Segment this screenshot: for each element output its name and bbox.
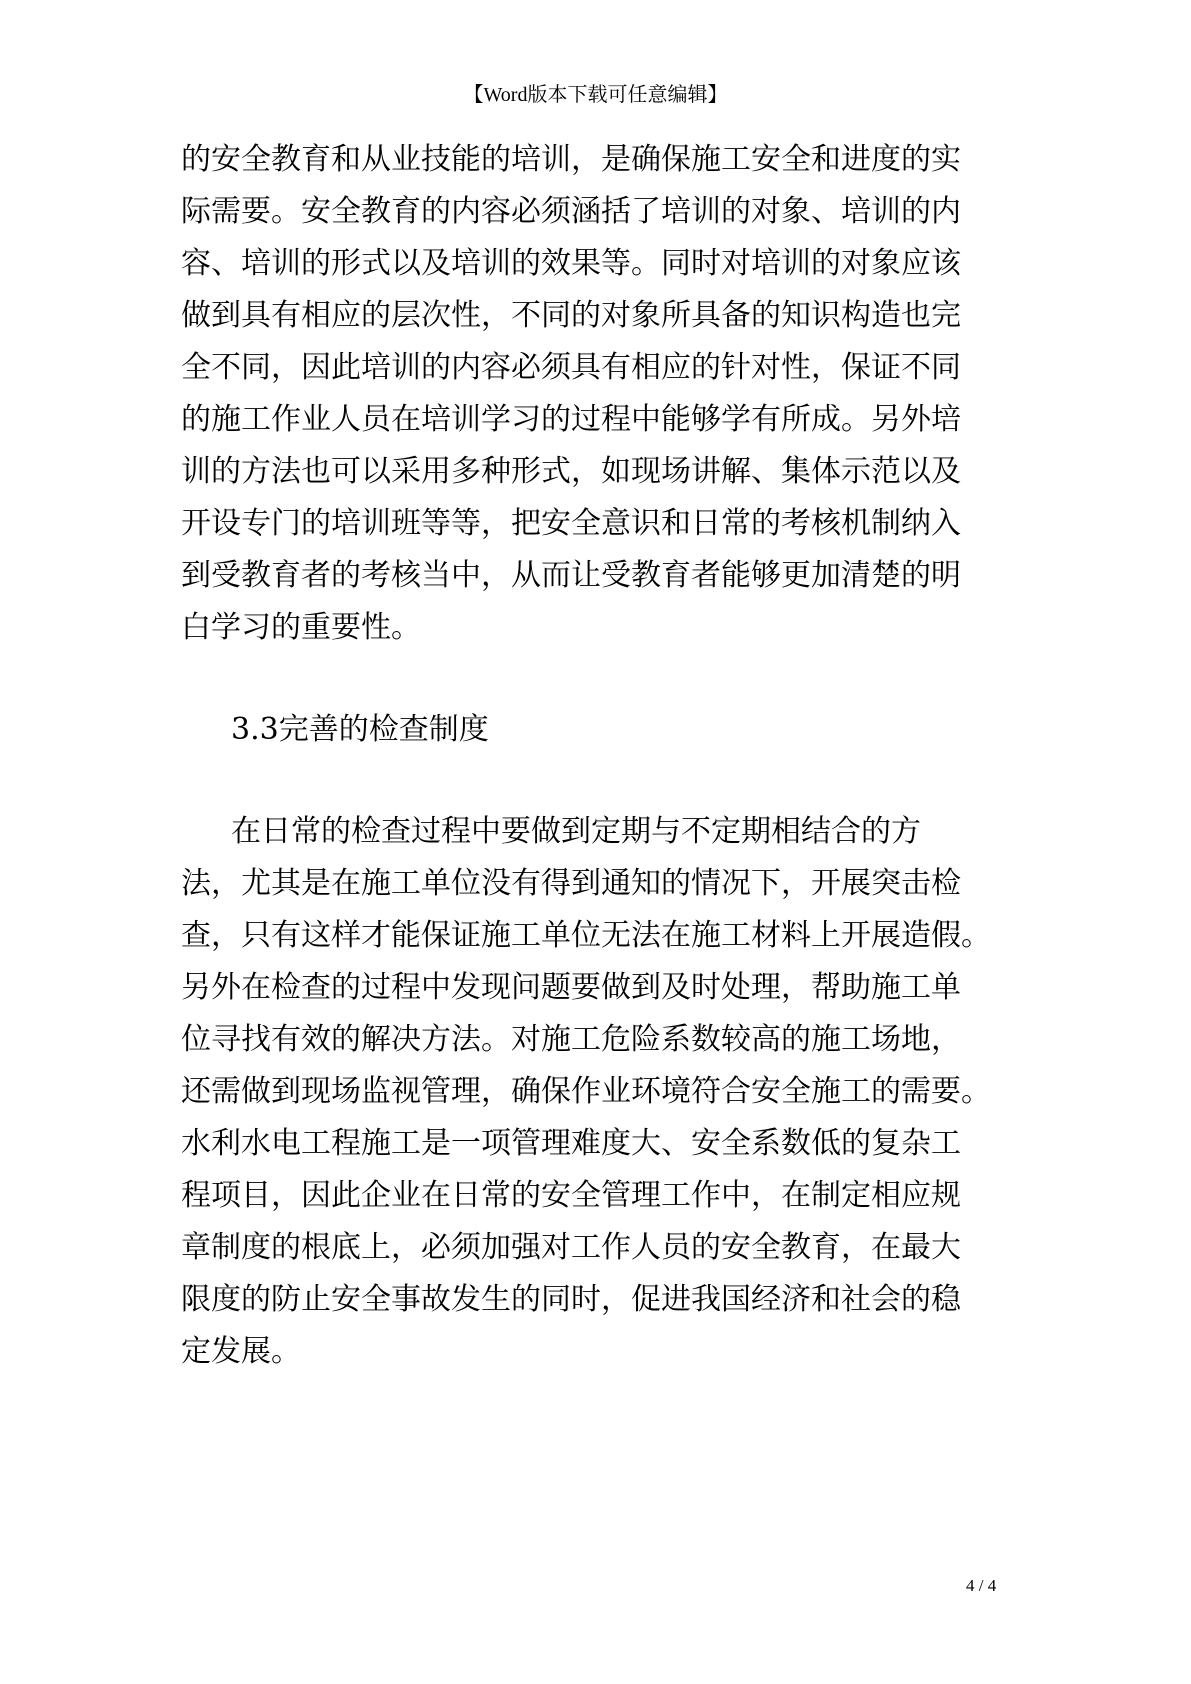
text-line: 另外在检查的过程中发现问题要做到及时处理，帮助施工单: [181, 970, 961, 1005]
text-line: 位寻找有效的解决方法。对施工危险系数较高的施工场地，: [181, 1022, 961, 1057]
text-line: 的施工作业人员在培训学习的过程中能够学有所成。另外培: [181, 402, 961, 437]
text-line: 做到具有相应的层次性，不同的对象所具备的知识构造也完: [181, 298, 961, 333]
text-line: 水利水电工程施工是一项管理难度大、安全系数低的复杂工: [181, 1126, 961, 1161]
page-number: 4 / 4: [966, 1576, 997, 1595]
text-line: 限度的防止安全事故发生的同时，促进我国经济和社会的稳: [181, 1282, 961, 1317]
page-header: 【Word版本下载可任意编辑】: [463, 84, 728, 106]
document-body: [181, 134, 1061, 1378]
paragraph-training: [181, 134, 1061, 654]
paragraph-inspection: [181, 806, 1061, 1378]
text-line: 际需要。安全教育的内容必须涵括了培训的对象、培训的内: [181, 194, 961, 229]
text-line: 在日常的检查过程中要做到定期与不定期相结合的方: [231, 814, 921, 849]
text-line: 白学习的重要性。: [181, 610, 421, 645]
text-line: 训的方法也可以采用多种形式，如现场讲解、集体示范以及: [181, 454, 961, 489]
text-line: 全不同，因此培训的内容必须具有相应的针对性，保证不同: [181, 350, 961, 385]
text-line: 定发展。: [181, 1334, 301, 1369]
text-line: 法，尤其是在施工单位没有得到通知的情况下，开展突击检: [181, 866, 961, 901]
text-line: 程项目，因此企业在日常的安全管理工作中，在制定相应规: [181, 1178, 961, 1213]
text-line: 容、培训的形式以及培训的效果等。同时对培训的对象应该: [181, 246, 961, 281]
text-line: 章制度的根底上，必须加强对工作人员的安全教育，在最大: [181, 1230, 961, 1265]
text-line: 还需做到现场监视管理，确保作业环境符合安全施工的需要。: [181, 1074, 991, 1109]
text-line: 查，只有这样才能保证施工单位无法在施工材料上开展造假。: [181, 918, 991, 953]
paragraph-gap: [181, 654, 1061, 704]
paragraph-gap: [181, 756, 1061, 806]
text-line: 到受教育者的考核当中，从而让受教育者能够更加清楚的明: [181, 558, 961, 593]
section-heading: 3.3完善的检查制度: [231, 712, 489, 747]
text-line: 开设专门的培训班等等，把安全意识和日常的考核机制纳入: [181, 506, 961, 541]
text-line: 的安全教育和从业技能的培训，是确保施工安全和进度的实: [181, 142, 961, 177]
